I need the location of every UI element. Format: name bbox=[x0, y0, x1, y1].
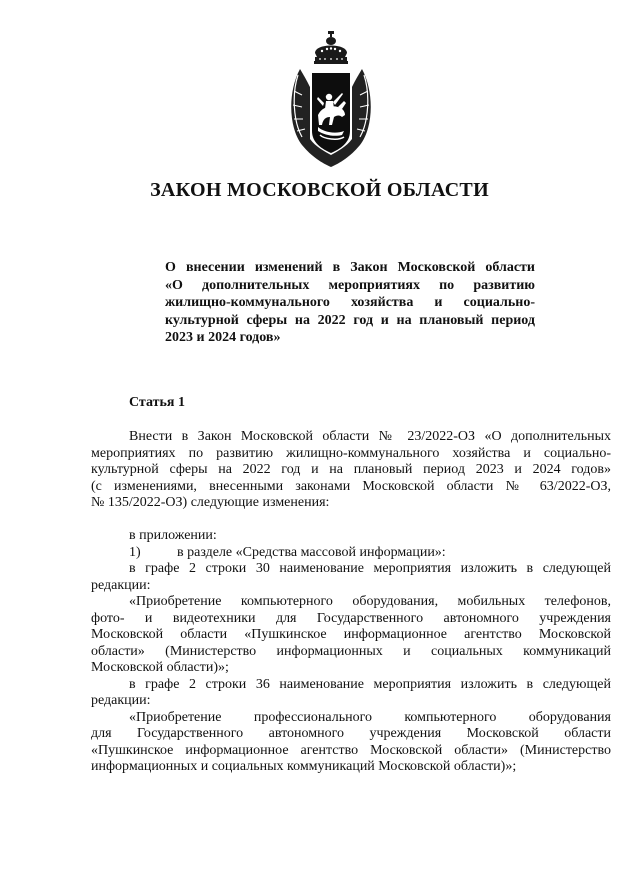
paragraph-line: редакции: bbox=[91, 577, 151, 593]
subject-line: «О дополнительных мероприятиях по развитию bbox=[165, 277, 535, 293]
paragraph-line: редакции: bbox=[91, 693, 151, 708]
subject-line: О внесении изменений в Закон Московской области bbox=[165, 260, 535, 275]
quote-line: фото- и видеотехники для Государственного автономного учреждения bbox=[91, 610, 611, 626]
item-number: 1) bbox=[129, 544, 141, 560]
subject-line: 2023 и 2024 годов» bbox=[165, 330, 281, 346]
paragraph-line: культурной сферы на 2022 год и на плановый период 2023 и 2024 годов» bbox=[91, 462, 611, 477]
paragraph-line: мероприятиях по развитию жилищно-коммунального хозяйства и социально- bbox=[91, 445, 611, 461]
article-heading: Статья 1 bbox=[129, 395, 185, 410]
item-text: в разделе «Средства массовой информации»: bbox=[177, 544, 446, 560]
quote-line: информационных и социальных коммуникаций Московской области)»; bbox=[91, 759, 517, 774]
quote-line: области» (Министерство информационных и социальных коммуникаций bbox=[91, 643, 611, 659]
quote-line: Московской области «Пушкинское информационное агентство Московской bbox=[91, 627, 611, 642]
paragraph-line: (с изменениями, внесенными законами Московской области № 63/2022-ОЗ, bbox=[91, 478, 611, 494]
paragraph-line: № 135/2022-ОЗ) следующие изменения: bbox=[91, 495, 330, 510]
quote-line: Московской области)»; bbox=[91, 660, 229, 675]
amendments bbox=[91, 528, 611, 776]
appendix-label: в приложении: bbox=[129, 528, 217, 543]
moscow-oblast-coat-of-arms-icon bbox=[282, 31, 380, 169]
list-item bbox=[91, 545, 611, 562]
law-title: ЗАКОН МОСКОВСКОЙ ОБЛАСТИ bbox=[150, 179, 489, 201]
quote-line: для Государственного автономного учреждения Московской области bbox=[91, 726, 611, 741]
subject-line: жилищно-коммунального хозяйства и социально- bbox=[165, 295, 535, 311]
quote-line: «Приобретение компьютерного оборудования, мобильных телефонов, bbox=[129, 594, 611, 609]
paragraph-line: в графе 2 строки 30 наименование мероприятия изложить в следующей bbox=[129, 561, 611, 576]
article-intro bbox=[91, 429, 611, 512]
subject-line: культурной сферы на 2022 год и на плановый период bbox=[165, 312, 535, 328]
law-subject bbox=[165, 259, 535, 347]
quote-line: «Приобретение профессионального компьютерного оборудования bbox=[129, 709, 611, 725]
quote-line: «Пушкинское информационное агентство Московской области» (Министерство bbox=[91, 742, 611, 758]
paragraph-line: в графе 2 строки 36 наименование мероприятия изложить в следующей bbox=[129, 676, 611, 692]
paragraph-line: Внести в Закон Московской области № 23/2022-ОЗ «О дополнительных bbox=[129, 429, 611, 444]
